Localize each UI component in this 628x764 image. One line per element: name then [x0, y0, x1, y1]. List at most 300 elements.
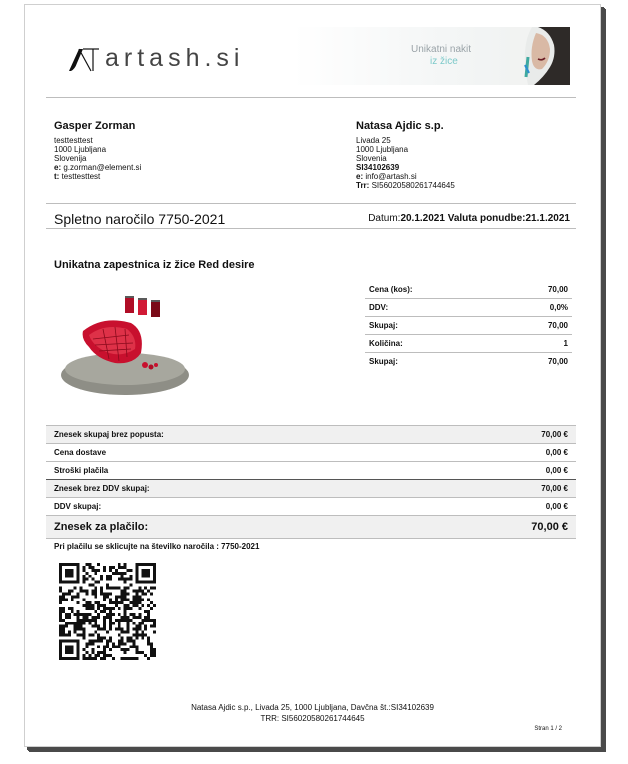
qr-module [71, 572, 74, 575]
price-row-value: 1 [563, 339, 568, 348]
qr-module [135, 563, 138, 566]
qr-module [112, 566, 115, 569]
qr-module [85, 613, 88, 616]
qr-module [65, 569, 68, 572]
qr-module [77, 610, 80, 613]
qr-module [91, 604, 94, 607]
qr-module [109, 648, 112, 651]
qr-module [144, 563, 147, 566]
qr-module [144, 581, 147, 584]
qr-module [150, 648, 153, 651]
qr-module [144, 587, 147, 590]
qr-module [130, 645, 133, 648]
totals-row-label: Znesek skupaj brez popusta: [54, 430, 164, 439]
qr-module [68, 657, 71, 660]
qr-module [153, 631, 156, 634]
qr-module [121, 639, 124, 642]
qr-module [121, 595, 124, 598]
qr-module [85, 572, 88, 575]
qr-module [147, 636, 150, 639]
qr-module [135, 592, 138, 595]
qr-module [135, 648, 138, 651]
qr-module [115, 598, 118, 601]
footer-company-line: Natasa Ajdic s.p., Livada 25, 1000 Ljubljana, Davčna št.:SI34102639 [191, 703, 434, 712]
qr-module [85, 651, 88, 654]
qr-module [65, 651, 68, 654]
qr-module [100, 604, 103, 607]
qr-module [103, 625, 106, 628]
qr-module [77, 578, 80, 581]
qr-module [109, 607, 112, 610]
qr-module [59, 581, 62, 584]
qr-module [65, 648, 68, 651]
qr-module [118, 566, 121, 569]
qr-module [100, 657, 103, 660]
qr-module [127, 587, 130, 590]
qr-module [141, 563, 144, 566]
qr-module [144, 634, 147, 637]
qr-module [59, 563, 62, 566]
qr-module [97, 636, 100, 639]
qr-module [68, 589, 71, 592]
qr-module [77, 619, 80, 622]
qr-module [91, 589, 94, 592]
qr-module [91, 639, 94, 642]
totals-row-label: Znesek brez DDV skupaj: [54, 484, 150, 493]
qr-module [71, 651, 74, 654]
header-divider [46, 97, 576, 98]
qr-module [91, 569, 94, 572]
qr-module [118, 613, 121, 616]
qr-module [138, 625, 141, 628]
qr-module [115, 587, 118, 590]
qr-module [59, 610, 62, 613]
qr-module [83, 654, 86, 657]
seller-tax-id [356, 163, 455, 172]
qr-module [141, 575, 144, 578]
qr-module [109, 639, 112, 642]
price-row-label: Skupaj: [369, 357, 398, 366]
qr-module [71, 648, 74, 651]
qr-module [103, 569, 106, 572]
qr-module [138, 622, 141, 625]
qr-module [100, 589, 103, 592]
qr-module [147, 589, 150, 592]
qr-module [147, 575, 150, 578]
qr-module [130, 575, 133, 578]
qr-module [135, 634, 138, 637]
qr-module [106, 578, 109, 581]
qr-module [91, 634, 94, 637]
artash-logo [67, 43, 244, 73]
qr-module [150, 642, 153, 645]
qr-module [121, 598, 124, 601]
qr-module [106, 592, 109, 595]
qr-module [138, 598, 141, 601]
qr-module [127, 631, 130, 634]
qr-module [103, 619, 106, 622]
qr-module [153, 569, 156, 572]
qr-module [91, 619, 94, 622]
qr-module [71, 563, 74, 566]
qr-module [77, 645, 80, 648]
qr-module [65, 563, 68, 566]
qr-module [106, 654, 109, 657]
qr-module [74, 581, 77, 584]
qr-module [59, 613, 62, 616]
qr-module [77, 616, 80, 619]
qr-module [127, 592, 130, 595]
totals-table [46, 425, 576, 539]
qr-module [59, 645, 62, 648]
qr-module [97, 607, 100, 610]
qr-module [100, 628, 103, 631]
qr-module [62, 657, 65, 660]
qr-module [127, 622, 130, 625]
qr-module [77, 563, 80, 566]
qr-module [153, 572, 156, 575]
qr-module [147, 604, 150, 607]
product-title: Unikatna zapestnica iz žice Red desire [54, 259, 255, 271]
qr-module [59, 566, 62, 569]
qr-module [103, 592, 106, 595]
qr-module [100, 639, 103, 642]
qr-module [124, 592, 127, 595]
qr-module [121, 616, 124, 619]
qr-module [77, 581, 80, 584]
qr-module [132, 628, 135, 631]
qr-module [100, 587, 103, 590]
qr-module [88, 607, 91, 610]
order-title: Spletno naročilo 7750-2021 [54, 211, 226, 227]
qr-module [59, 634, 62, 637]
qr-module [127, 578, 130, 581]
qr-module [74, 595, 77, 598]
qr-module [85, 592, 88, 595]
qr-module [103, 610, 106, 613]
qr-module [91, 566, 94, 569]
price-row [365, 335, 572, 353]
qr-module [147, 639, 150, 642]
buyer-email-row [54, 163, 141, 172]
qr-module [118, 587, 121, 590]
qr-module [109, 569, 112, 572]
qr-module [115, 628, 118, 631]
qr-module [103, 657, 106, 660]
qr-module [83, 657, 86, 660]
qr-module [71, 575, 74, 578]
price-row [365, 317, 572, 335]
qr-module [112, 622, 115, 625]
qr-module [62, 610, 65, 613]
qr-module [59, 569, 62, 572]
qr-module [109, 610, 112, 613]
qr-module [88, 604, 91, 607]
qr-module [121, 657, 124, 660]
qr-module [112, 645, 115, 648]
qr-module [138, 634, 141, 637]
totals-row [46, 462, 576, 480]
qr-module [141, 589, 144, 592]
seller-trr-label: Trr: [356, 181, 370, 190]
qr-module [150, 601, 153, 604]
qr-module [97, 601, 100, 604]
qr-module [65, 581, 68, 584]
price-row-value: 70,00 [547, 357, 568, 366]
qr-module [127, 569, 130, 572]
price-row-label: Cena (kos): [369, 285, 413, 294]
qr-module [83, 598, 86, 601]
qr-module [77, 595, 80, 598]
qr-module [94, 572, 97, 575]
qr-module [124, 657, 127, 660]
buyer-email-label: e: [54, 163, 62, 172]
qr-module [59, 578, 62, 581]
qr-module [103, 645, 106, 648]
qr-module [77, 601, 80, 604]
qr-module [74, 657, 77, 660]
qr-module [97, 651, 100, 654]
qr-module [109, 575, 112, 578]
qr-module [112, 657, 115, 660]
qr-module [94, 654, 97, 657]
valid-date: 21.1.2021 [525, 213, 570, 224]
qr-module [59, 619, 62, 622]
qr-module [83, 581, 86, 584]
qr-module [68, 648, 71, 651]
qr-module [127, 639, 130, 642]
seller-trr-row [356, 181, 455, 190]
qr-module [118, 645, 121, 648]
qr-module [147, 581, 150, 584]
qr-module [68, 581, 71, 584]
qr-module [121, 636, 124, 639]
qr-module [71, 639, 74, 642]
qr-module [62, 628, 65, 631]
qr-module [94, 657, 97, 660]
seller-line: Livada 25 [356, 136, 391, 145]
qr-module [83, 631, 86, 634]
qr-module [85, 642, 88, 645]
qr-module [103, 628, 106, 631]
qr-module [106, 639, 109, 642]
qr-module [121, 589, 124, 592]
qr-module [77, 628, 80, 631]
buyer-email: g.zorman@element.si [63, 163, 142, 172]
totals-row-label: DDV skupaj: [54, 502, 102, 511]
qr-module [153, 648, 156, 651]
totals-row-value: 70,00 € [541, 484, 568, 493]
qr-module [77, 642, 80, 645]
qr-module [121, 575, 124, 578]
qr-module [138, 601, 141, 604]
qr-module [97, 581, 100, 584]
qr-module [103, 622, 106, 625]
qr-module [109, 625, 112, 628]
seller-tax-id-value: SI34102639 [356, 163, 400, 172]
qr-module [138, 628, 141, 631]
qr-module [109, 613, 112, 616]
totals-row [46, 425, 576, 444]
qr-module [124, 572, 127, 575]
qr-module [65, 625, 68, 628]
qr-module [97, 634, 100, 637]
qr-module [65, 622, 68, 625]
qr-module [135, 578, 138, 581]
qr-module [150, 592, 153, 595]
qr-module [127, 604, 130, 607]
qr-module [124, 563, 127, 566]
qr-module [124, 604, 127, 607]
qr-module [115, 569, 118, 572]
qr-module [91, 651, 94, 654]
order-dates [368, 213, 570, 224]
qr-module [59, 651, 62, 654]
qr-module [68, 569, 71, 572]
qr-module [83, 648, 86, 651]
qr-module [77, 625, 80, 628]
price-row-value: 70,00 [547, 285, 568, 294]
qr-module [88, 566, 91, 569]
totals-row-value: 0,00 € [545, 502, 568, 511]
qr-module [68, 631, 71, 634]
qr-module [138, 616, 141, 619]
qr-module [80, 622, 83, 625]
qr-module [91, 578, 94, 581]
qr-module [59, 598, 62, 601]
qr-module [77, 569, 80, 572]
qr-module [135, 575, 138, 578]
qr-module [106, 613, 109, 616]
qr-module [118, 578, 121, 581]
qr-module [88, 657, 91, 660]
qr-module [85, 604, 88, 607]
qr-module [68, 634, 71, 637]
artash-logo-mark-icon [67, 43, 101, 73]
qr-module [144, 619, 147, 622]
qr-module [121, 572, 124, 575]
qr-module [94, 610, 97, 613]
qr-module [132, 601, 135, 604]
qr-module [94, 581, 97, 584]
qr-module [121, 601, 124, 604]
qr-module [59, 607, 62, 610]
date-label: Datum: [368, 213, 401, 224]
qr-module [135, 651, 138, 654]
qr-module [135, 572, 138, 575]
qr-module [115, 604, 118, 607]
qr-module [88, 619, 91, 622]
qr-module [109, 578, 112, 581]
qr-module [88, 601, 91, 604]
qr-module [59, 616, 62, 619]
qr-module [121, 578, 124, 581]
qr-module [130, 613, 133, 616]
qr-module [77, 572, 80, 575]
qr-module [118, 619, 121, 622]
qr-module [147, 569, 150, 572]
qr-module [65, 639, 68, 642]
qr-module [109, 616, 112, 619]
qr-module [88, 639, 91, 642]
logo-text: artash.si [105, 43, 245, 72]
qr-module [59, 595, 62, 598]
qr-module [71, 581, 74, 584]
qr-module [83, 566, 86, 569]
totals-row [46, 480, 576, 498]
qr-module [112, 642, 115, 645]
qr-module [97, 628, 100, 631]
qr-module [74, 622, 77, 625]
header-banner [293, 27, 570, 85]
qr-module [59, 657, 62, 660]
qr-module [135, 628, 138, 631]
qr-module [135, 601, 138, 604]
qr-module [83, 636, 86, 639]
seller-line: Slovenia [356, 154, 387, 163]
qr-module [109, 619, 112, 622]
qr-module [135, 589, 138, 592]
qr-module [124, 616, 127, 619]
qr-module [85, 616, 88, 619]
qr-module [94, 616, 97, 619]
qr-module [77, 613, 80, 616]
qr-module [112, 607, 115, 610]
qr-module [65, 645, 68, 648]
qr-module [112, 587, 115, 590]
qr-module [121, 619, 124, 622]
qr-module [118, 639, 121, 642]
qr-module [109, 654, 112, 657]
qr-module [83, 616, 86, 619]
qr-module [62, 631, 65, 634]
qr-module [150, 587, 153, 590]
totals-row [46, 444, 576, 462]
qr-module [144, 575, 147, 578]
qr-module [65, 634, 68, 637]
qr-module [124, 642, 127, 645]
qr-module [130, 569, 133, 572]
qr-module [150, 607, 153, 610]
qr-module [94, 569, 97, 572]
qr-module [147, 598, 150, 601]
qr-module [65, 613, 68, 616]
qr-module [65, 598, 68, 601]
qr-module [94, 625, 97, 628]
qr-module [103, 607, 106, 610]
qr-module [94, 589, 97, 592]
qr-module [91, 642, 94, 645]
qr-module [135, 616, 138, 619]
qr-module [109, 601, 112, 604]
qr-module [97, 563, 100, 566]
qr-module [109, 592, 112, 595]
qr-module [124, 595, 127, 598]
qr-module [77, 651, 80, 654]
qr-module [132, 613, 135, 616]
qr-module [124, 610, 127, 613]
qr-module [121, 628, 124, 631]
qr-module [71, 589, 74, 592]
qr-module [85, 589, 88, 592]
qr-module [118, 607, 121, 610]
qr-module [74, 628, 77, 631]
product-price-table [365, 281, 572, 370]
qr-module [130, 636, 133, 639]
qr-module [88, 622, 91, 625]
qr-module [100, 610, 103, 613]
qr-module [138, 563, 141, 566]
